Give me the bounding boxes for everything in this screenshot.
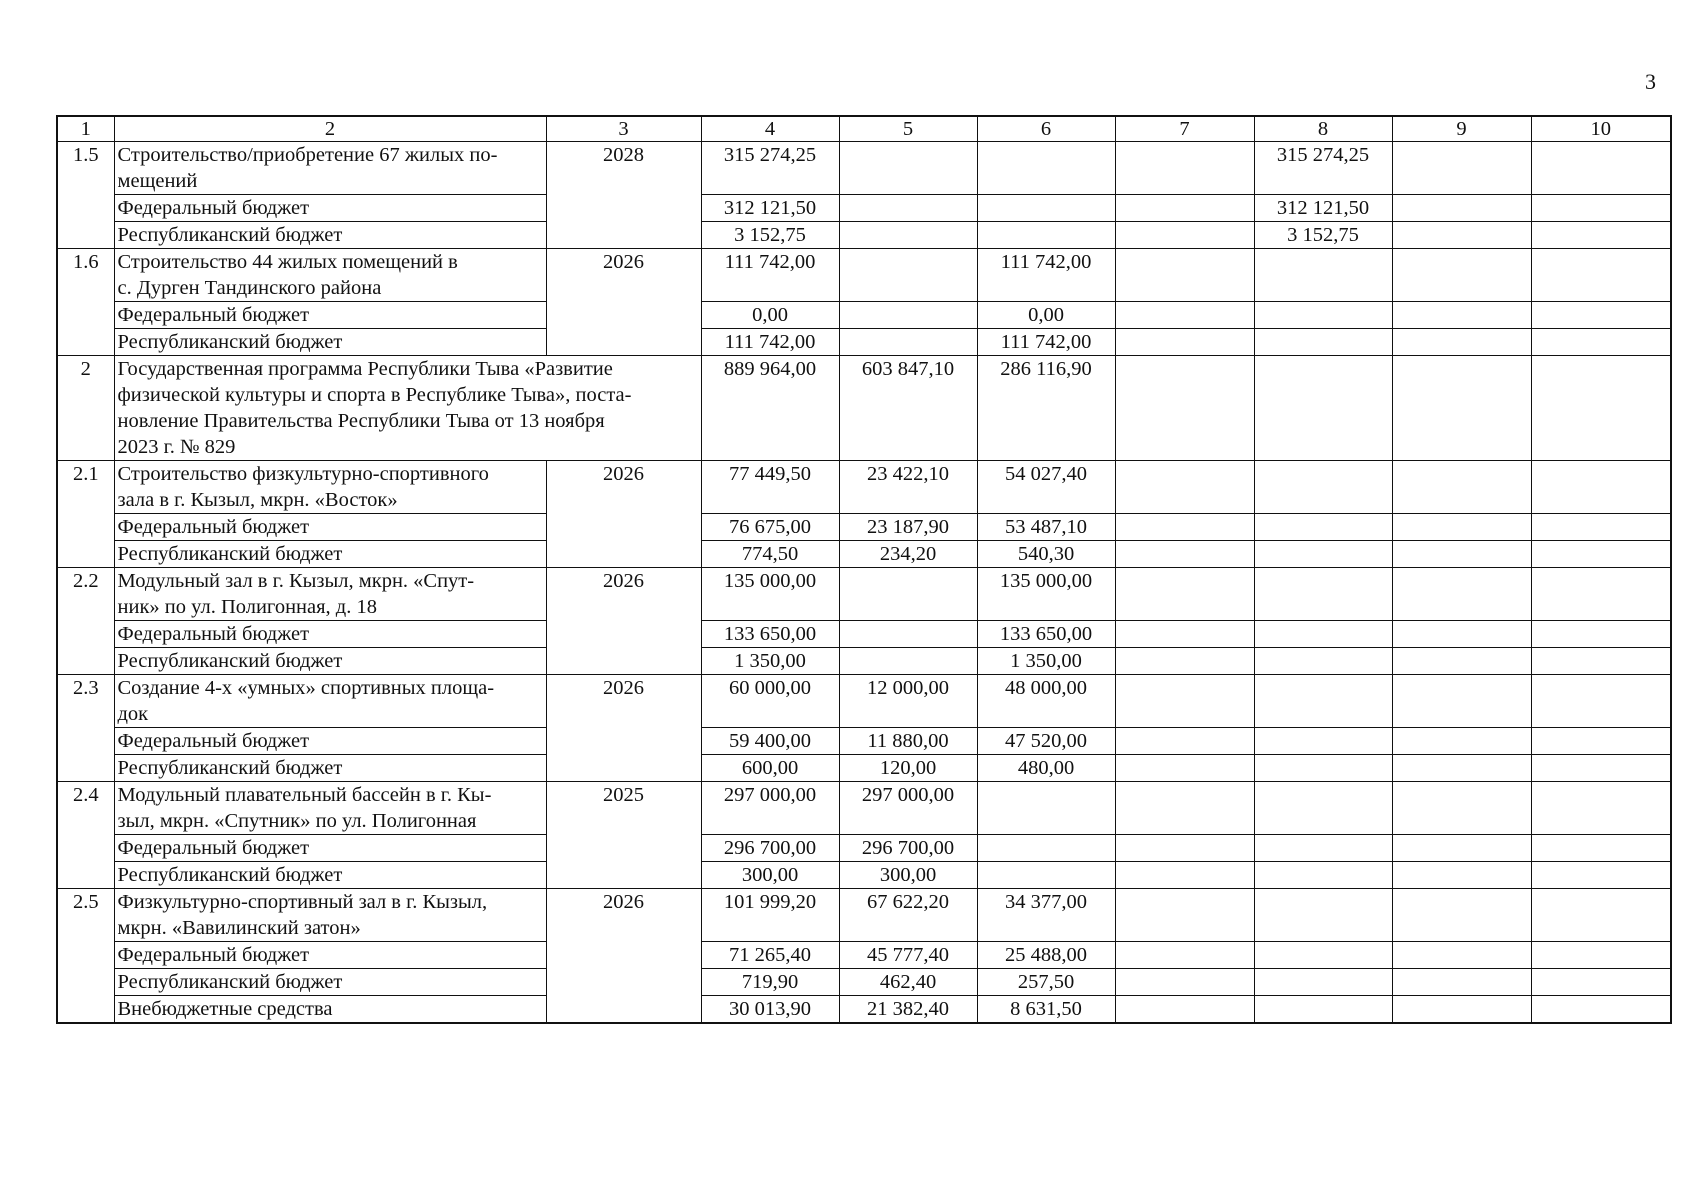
item-number: 2.5 bbox=[57, 889, 114, 1024]
value-cell-col10 bbox=[1531, 222, 1671, 249]
item-number: 2.2 bbox=[57, 568, 114, 675]
item-row bbox=[57, 782, 1671, 835]
funding-source-name: Федеральный бюджет bbox=[114, 621, 546, 648]
value-cell-col10 bbox=[1531, 249, 1671, 302]
value-cell-col5: 11 880,00 bbox=[839, 728, 977, 755]
value-cell-col8: 315 274,25 bbox=[1254, 142, 1392, 195]
item-name: Строительство/приобретение 67 жилых по- мещений bbox=[114, 142, 546, 195]
item-year: 2026 bbox=[546, 461, 701, 568]
funding-source-name: Внебюджетные средства bbox=[114, 996, 546, 1024]
item-name: Физкультурно-спортивный зал в г. Кызыл, мкрн. «Вавилинский затон» bbox=[114, 889, 546, 942]
value-cell-col7 bbox=[1115, 755, 1254, 782]
header-cell: 6 bbox=[977, 116, 1115, 142]
value-cell-col4: 315 274,25 bbox=[701, 142, 839, 195]
value-cell-col5: 23 422,10 bbox=[839, 461, 977, 514]
value-cell-col4: 1 350,00 bbox=[701, 648, 839, 675]
value-cell-col9 bbox=[1392, 996, 1531, 1024]
value-cell-col8 bbox=[1254, 249, 1392, 302]
value-cell-col9 bbox=[1392, 514, 1531, 541]
value-cell-col5: 297 000,00 bbox=[839, 782, 977, 835]
item-name: Создание 4-х «умных» спортивных площа- док bbox=[114, 675, 546, 728]
item-row bbox=[57, 142, 1671, 195]
value-cell-col9 bbox=[1392, 222, 1531, 249]
value-cell-col10 bbox=[1531, 621, 1671, 648]
header-cell: 4 bbox=[701, 116, 839, 142]
value-cell-col9 bbox=[1392, 356, 1531, 461]
value-cell-col5 bbox=[839, 648, 977, 675]
value-cell-col6: 135 000,00 bbox=[977, 568, 1115, 621]
value-cell-col6: 111 742,00 bbox=[977, 249, 1115, 302]
value-cell-col10 bbox=[1531, 782, 1671, 835]
header-cell: 8 bbox=[1254, 116, 1392, 142]
value-cell-col7 bbox=[1115, 969, 1254, 996]
value-cell-col9 bbox=[1392, 329, 1531, 356]
value-cell-col6: 286 116,90 bbox=[977, 356, 1115, 461]
item-number: 2.3 bbox=[57, 675, 114, 782]
item-row bbox=[57, 675, 1671, 728]
value-cell-col5 bbox=[839, 222, 977, 249]
value-cell-col7 bbox=[1115, 195, 1254, 222]
value-cell-col7 bbox=[1115, 996, 1254, 1024]
value-cell-col4: 101 999,20 bbox=[701, 889, 839, 942]
value-cell-col4: 719,90 bbox=[701, 969, 839, 996]
value-cell-col5: 67 622,20 bbox=[839, 889, 977, 942]
value-cell-col5 bbox=[839, 568, 977, 621]
funding-source-name: Федеральный бюджет bbox=[114, 728, 546, 755]
value-cell-col6: 47 520,00 bbox=[977, 728, 1115, 755]
value-cell-col10 bbox=[1531, 728, 1671, 755]
value-cell-col10 bbox=[1531, 541, 1671, 568]
funding-source-name: Республиканский бюджет bbox=[114, 222, 546, 249]
value-cell-col4: 77 449,50 bbox=[701, 461, 839, 514]
funding-source-row bbox=[57, 969, 1671, 996]
value-cell-col7 bbox=[1115, 329, 1254, 356]
funding-source-name: Республиканский бюджет bbox=[114, 329, 546, 356]
value-cell-col5: 462,40 bbox=[839, 969, 977, 996]
item-name: Строительство физкультурно-спортивного зала в г. Кызыл, мкрн. «Восток» bbox=[114, 461, 546, 514]
item-year: 2028 bbox=[546, 142, 701, 249]
header-cell: 3 bbox=[546, 116, 701, 142]
value-cell-col10 bbox=[1531, 675, 1671, 728]
value-cell-col6: 1 350,00 bbox=[977, 648, 1115, 675]
value-cell-col4: 600,00 bbox=[701, 755, 839, 782]
value-cell-col10 bbox=[1531, 568, 1671, 621]
item-row bbox=[57, 568, 1671, 621]
value-cell-col4: 60 000,00 bbox=[701, 675, 839, 728]
value-cell-col6 bbox=[977, 835, 1115, 862]
header-cell: 9 bbox=[1392, 116, 1531, 142]
value-cell-col4: 111 742,00 bbox=[701, 329, 839, 356]
value-cell-col7 bbox=[1115, 675, 1254, 728]
value-cell-col8 bbox=[1254, 755, 1392, 782]
value-cell-col10 bbox=[1531, 302, 1671, 329]
value-cell-col4: 59 400,00 bbox=[701, 728, 839, 755]
value-cell-col6: 25 488,00 bbox=[977, 942, 1115, 969]
value-cell-col9 bbox=[1392, 541, 1531, 568]
value-cell-col7 bbox=[1115, 461, 1254, 514]
value-cell-col10 bbox=[1531, 889, 1671, 942]
value-cell-col7 bbox=[1115, 728, 1254, 755]
value-cell-col10 bbox=[1531, 755, 1671, 782]
value-cell-col10 bbox=[1531, 329, 1671, 356]
value-cell-col8: 3 152,75 bbox=[1254, 222, 1392, 249]
value-cell-col4: 135 000,00 bbox=[701, 568, 839, 621]
funding-source-name: Республиканский бюджет bbox=[114, 755, 546, 782]
value-cell-col10 bbox=[1531, 142, 1671, 195]
page-number: 3 bbox=[1645, 69, 1656, 94]
funding-source-row bbox=[57, 648, 1671, 675]
value-cell-col9 bbox=[1392, 728, 1531, 755]
value-cell-col5: 296 700,00 bbox=[839, 835, 977, 862]
value-cell-col4: 889 964,00 bbox=[701, 356, 839, 461]
item-year: 2026 bbox=[546, 249, 701, 356]
item-year: 2025 bbox=[546, 782, 701, 889]
value-cell-col5 bbox=[839, 621, 977, 648]
value-cell-col6 bbox=[977, 782, 1115, 835]
funding-source-row bbox=[57, 541, 1671, 568]
value-cell-col9 bbox=[1392, 249, 1531, 302]
value-cell-col8 bbox=[1254, 356, 1392, 461]
value-cell-col8 bbox=[1254, 302, 1392, 329]
value-cell-col4: 133 650,00 bbox=[701, 621, 839, 648]
value-cell-col8: 312 121,50 bbox=[1254, 195, 1392, 222]
value-cell-col6: 8 631,50 bbox=[977, 996, 1115, 1024]
value-cell-col6 bbox=[977, 142, 1115, 195]
value-cell-col7 bbox=[1115, 568, 1254, 621]
value-cell-col7 bbox=[1115, 621, 1254, 648]
value-cell-col4: 111 742,00 bbox=[701, 249, 839, 302]
value-cell-col8 bbox=[1254, 835, 1392, 862]
value-cell-col8 bbox=[1254, 889, 1392, 942]
funding-source-row bbox=[57, 329, 1671, 356]
value-cell-col8 bbox=[1254, 514, 1392, 541]
item-row bbox=[57, 356, 1671, 461]
value-cell-col4: 0,00 bbox=[701, 302, 839, 329]
value-cell-col5 bbox=[839, 249, 977, 302]
header-cell: 2 bbox=[114, 116, 546, 142]
value-cell-col10 bbox=[1531, 648, 1671, 675]
header-cell: 1 bbox=[57, 116, 114, 142]
header-cell: 10 bbox=[1531, 116, 1671, 142]
value-cell-col6: 53 487,10 bbox=[977, 514, 1115, 541]
value-cell-col9 bbox=[1392, 621, 1531, 648]
funding-source-row bbox=[57, 195, 1671, 222]
value-cell-col10 bbox=[1531, 356, 1671, 461]
value-cell-col5: 120,00 bbox=[839, 755, 977, 782]
funding-source-name: Республиканский бюджет bbox=[114, 541, 546, 568]
value-cell-col7 bbox=[1115, 356, 1254, 461]
funding-source-name: Республиканский бюджет bbox=[114, 862, 546, 889]
value-cell-col6: 257,50 bbox=[977, 969, 1115, 996]
value-cell-col7 bbox=[1115, 222, 1254, 249]
item-row bbox=[57, 889, 1671, 942]
funding-source-name: Федеральный бюджет bbox=[114, 835, 546, 862]
value-cell-col5: 300,00 bbox=[839, 862, 977, 889]
value-cell-col10 bbox=[1531, 862, 1671, 889]
value-cell-col5: 45 777,40 bbox=[839, 942, 977, 969]
funding-source-row bbox=[57, 621, 1671, 648]
value-cell-col9 bbox=[1392, 195, 1531, 222]
funding-source-row bbox=[57, 728, 1671, 755]
value-cell-col8 bbox=[1254, 648, 1392, 675]
funding-source-name: Республиканский бюджет bbox=[114, 969, 546, 996]
value-cell-col10 bbox=[1531, 461, 1671, 514]
value-cell-col7 bbox=[1115, 541, 1254, 568]
value-cell-col6 bbox=[977, 862, 1115, 889]
item-year: 2026 bbox=[546, 568, 701, 675]
funding-source-name: Республиканский бюджет bbox=[114, 648, 546, 675]
value-cell-col8 bbox=[1254, 996, 1392, 1024]
value-cell-col6 bbox=[977, 222, 1115, 249]
budget-table bbox=[56, 115, 1672, 1024]
value-cell-col4: 71 265,40 bbox=[701, 942, 839, 969]
item-number: 2 bbox=[57, 356, 114, 461]
value-cell-col7 bbox=[1115, 249, 1254, 302]
value-cell-col8 bbox=[1254, 969, 1392, 996]
value-cell-col8 bbox=[1254, 568, 1392, 621]
value-cell-col6: 133 650,00 bbox=[977, 621, 1115, 648]
value-cell-col10 bbox=[1531, 969, 1671, 996]
item-row bbox=[57, 249, 1671, 302]
value-cell-col8 bbox=[1254, 621, 1392, 648]
value-cell-col6: 480,00 bbox=[977, 755, 1115, 782]
funding-source-row bbox=[57, 862, 1671, 889]
value-cell-col8 bbox=[1254, 862, 1392, 889]
value-cell-col5: 234,20 bbox=[839, 541, 977, 568]
item-number: 2.4 bbox=[57, 782, 114, 889]
item-name: Строительство 44 жилых помещений в с. Дурген Тандинского района bbox=[114, 249, 546, 302]
table-body bbox=[57, 116, 1671, 1023]
funding-source-name: Федеральный бюджет bbox=[114, 514, 546, 541]
funding-source-row bbox=[57, 302, 1671, 329]
value-cell-col9 bbox=[1392, 782, 1531, 835]
value-cell-col8 bbox=[1254, 675, 1392, 728]
item-year: 2026 bbox=[546, 675, 701, 782]
value-cell-col5 bbox=[839, 142, 977, 195]
value-cell-col5 bbox=[839, 329, 977, 356]
header-cell: 7 bbox=[1115, 116, 1254, 142]
funding-source-row bbox=[57, 835, 1671, 862]
value-cell-col7 bbox=[1115, 782, 1254, 835]
value-cell-col4: 76 675,00 bbox=[701, 514, 839, 541]
value-cell-col6: 0,00 bbox=[977, 302, 1115, 329]
item-number: 1.5 bbox=[57, 142, 114, 249]
value-cell-col10 bbox=[1531, 195, 1671, 222]
funding-source-row bbox=[57, 755, 1671, 782]
value-cell-col5: 603 847,10 bbox=[839, 356, 977, 461]
value-cell-col7 bbox=[1115, 142, 1254, 195]
item-number: 2.1 bbox=[57, 461, 114, 568]
value-cell-col9 bbox=[1392, 889, 1531, 942]
value-cell-col9 bbox=[1392, 969, 1531, 996]
item-name: Модульный плавательный бассейн в г. Кы- зыл, мкрн. «Спутник» по ул. Полигонная bbox=[114, 782, 546, 835]
value-cell-col4: 300,00 bbox=[701, 862, 839, 889]
value-cell-col6: 111 742,00 bbox=[977, 329, 1115, 356]
value-cell-col5 bbox=[839, 302, 977, 329]
item-row bbox=[57, 461, 1671, 514]
funding-source-name: Федеральный бюджет bbox=[114, 302, 546, 329]
value-cell-col7 bbox=[1115, 302, 1254, 329]
value-cell-col7 bbox=[1115, 514, 1254, 541]
value-cell-col8 bbox=[1254, 942, 1392, 969]
header-cell: 5 bbox=[839, 116, 977, 142]
value-cell-col9 bbox=[1392, 862, 1531, 889]
value-cell-col8 bbox=[1254, 461, 1392, 514]
value-cell-col10 bbox=[1531, 514, 1671, 541]
value-cell-col6: 54 027,40 bbox=[977, 461, 1115, 514]
value-cell-col9 bbox=[1392, 648, 1531, 675]
value-cell-col4: 774,50 bbox=[701, 541, 839, 568]
value-cell-col7 bbox=[1115, 942, 1254, 969]
value-cell-col9 bbox=[1392, 835, 1531, 862]
value-cell-col7 bbox=[1115, 648, 1254, 675]
value-cell-col7 bbox=[1115, 862, 1254, 889]
funding-source-row bbox=[57, 222, 1671, 249]
value-cell-col8 bbox=[1254, 728, 1392, 755]
funding-source-name: Федеральный бюджет bbox=[114, 942, 546, 969]
value-cell-col10 bbox=[1531, 942, 1671, 969]
value-cell-col7 bbox=[1115, 835, 1254, 862]
value-cell-col6: 540,30 bbox=[977, 541, 1115, 568]
value-cell-col9 bbox=[1392, 942, 1531, 969]
value-cell-col4: 312 121,50 bbox=[701, 195, 839, 222]
item-year: 2026 bbox=[546, 889, 701, 1024]
value-cell-col5: 21 382,40 bbox=[839, 996, 977, 1024]
value-cell-col9 bbox=[1392, 302, 1531, 329]
value-cell-col8 bbox=[1254, 782, 1392, 835]
funding-source-name: Федеральный бюджет bbox=[114, 195, 546, 222]
value-cell-col4: 30 013,90 bbox=[701, 996, 839, 1024]
value-cell-col4: 297 000,00 bbox=[701, 782, 839, 835]
value-cell-col4: 3 152,75 bbox=[701, 222, 839, 249]
value-cell-col9 bbox=[1392, 675, 1531, 728]
value-cell-col5: 12 000,00 bbox=[839, 675, 977, 728]
value-cell-col6: 48 000,00 bbox=[977, 675, 1115, 728]
value-cell-col9 bbox=[1392, 142, 1531, 195]
funding-source-row bbox=[57, 942, 1671, 969]
value-cell-col10 bbox=[1531, 996, 1671, 1024]
value-cell-col7 bbox=[1115, 889, 1254, 942]
value-cell-col5: 23 187,90 bbox=[839, 514, 977, 541]
value-cell-col8 bbox=[1254, 541, 1392, 568]
value-cell-col6: 34 377,00 bbox=[977, 889, 1115, 942]
value-cell-col8 bbox=[1254, 329, 1392, 356]
item-name: Модульный зал в г. Кызыл, мкрн. «Спут- ник» по ул. Полигонная, д. 18 bbox=[114, 568, 546, 621]
funding-source-row bbox=[57, 514, 1671, 541]
funding-source-row bbox=[57, 996, 1671, 1024]
value-cell-col5 bbox=[839, 195, 977, 222]
value-cell-col9 bbox=[1392, 755, 1531, 782]
value-cell-col4: 296 700,00 bbox=[701, 835, 839, 862]
header-row bbox=[57, 116, 1671, 142]
item-number: 1.6 bbox=[57, 249, 114, 356]
value-cell-col9 bbox=[1392, 568, 1531, 621]
value-cell-col6 bbox=[977, 195, 1115, 222]
item-name: Государственная программа Республики Тыва «Развитие физической культуры и спорта в Республике Тыва», поста- новление Правительства Республики Тыва от 13 ноября 2023 г. № 829 bbox=[114, 356, 701, 461]
value-cell-col10 bbox=[1531, 835, 1671, 862]
value-cell-col9 bbox=[1392, 461, 1531, 514]
